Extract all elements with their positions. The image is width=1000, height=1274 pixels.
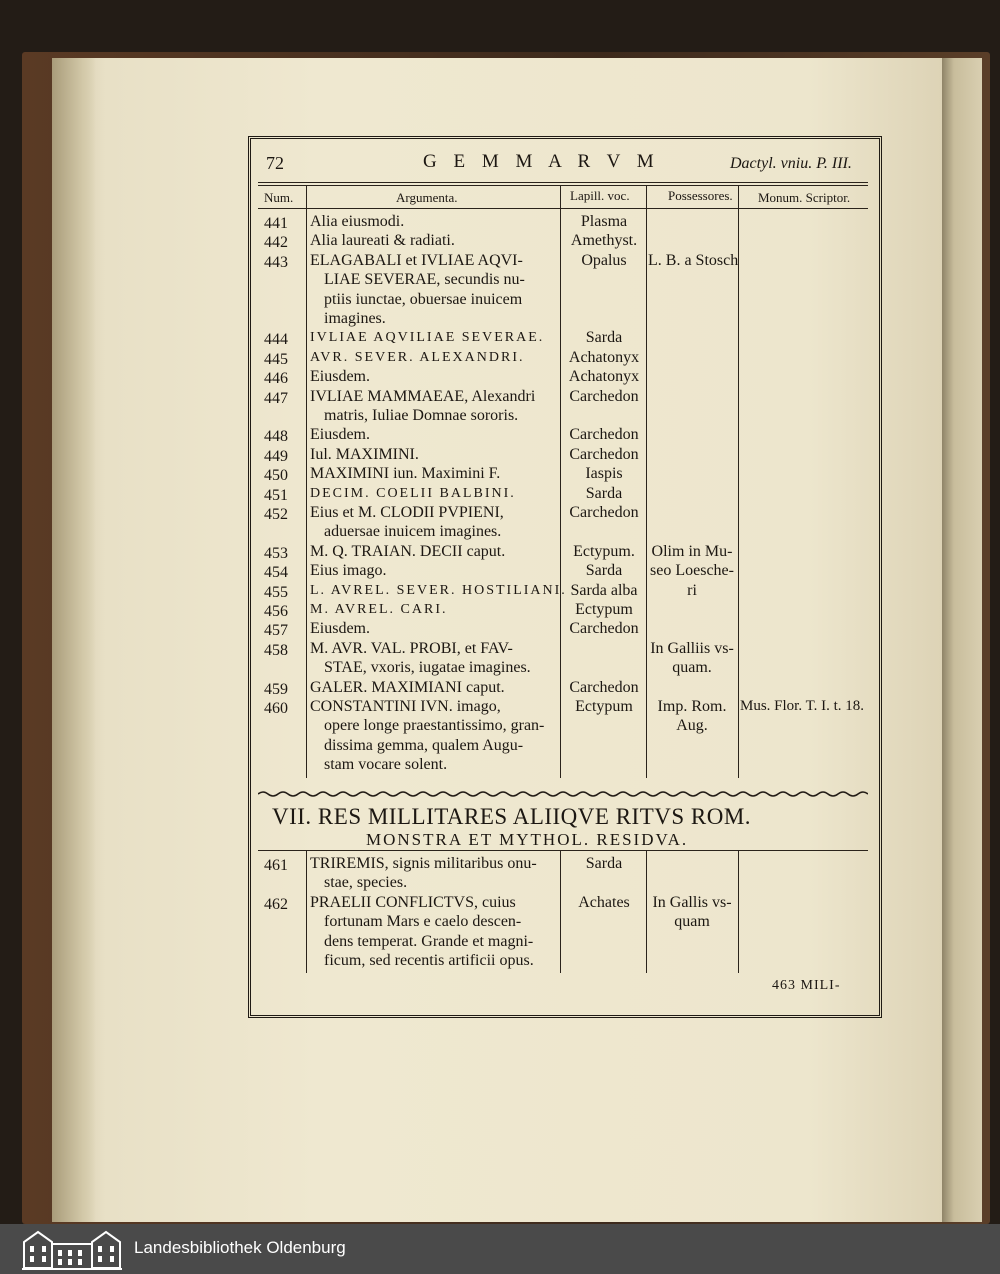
entry-stone: Sarda alba bbox=[570, 581, 638, 599]
catchword: 463 MILI- bbox=[772, 978, 841, 993]
column-rule bbox=[560, 186, 561, 778]
entry-text-line: dens temperat. Grande et magni- bbox=[324, 932, 534, 950]
entry-stone: Opalus bbox=[581, 251, 627, 269]
library-name: Landesbibliothek Oldenburg bbox=[134, 1238, 346, 1257]
column-header-possessores: Possessores. bbox=[668, 188, 733, 203]
column-rule bbox=[560, 851, 561, 973]
entry-text-line: M. AVREL. CARI. bbox=[310, 602, 448, 617]
entry-stone: Sarda bbox=[585, 855, 623, 872]
column-header-lapill: Lapill. voc. bbox=[570, 188, 630, 203]
entry-owner: In Gallis vs- bbox=[652, 893, 732, 911]
entry-number: 443 bbox=[264, 253, 288, 271]
entry-text-line: M. Q. TRAIAN. DECII caput. bbox=[310, 542, 506, 560]
entry-stone: Carchedon bbox=[569, 387, 639, 405]
entry-number: 446 bbox=[264, 370, 288, 388]
entry-stone: Carchedon bbox=[569, 504, 639, 521]
entry-text-line: Alia eiusmodi. bbox=[310, 213, 405, 230]
entry-number: 458 bbox=[264, 641, 288, 659]
entry-owner: Olim in Mu- bbox=[651, 542, 733, 560]
entry-text-line: GALER. MAXIMIANI caput. bbox=[310, 678, 505, 696]
section-rule bbox=[258, 850, 868, 851]
entry-text-line: ptiis iunctae, obuersae inuicem bbox=[324, 290, 523, 308]
entry-stone: Iaspis bbox=[585, 465, 623, 483]
entry-text-line: stam vocare solent. bbox=[324, 756, 448, 774]
entry-stone: Ectypum bbox=[575, 698, 633, 715]
entry-text-line: IVLIAE MAMMAEAE, Alexandri bbox=[310, 387, 536, 405]
entry-owner: seo Loesche- bbox=[650, 562, 734, 580]
entry-stone: Carchedon bbox=[569, 445, 639, 463]
column-rule bbox=[306, 186, 307, 778]
entry-owner: quam bbox=[674, 913, 710, 931]
entry-number: 450 bbox=[264, 467, 288, 485]
entry-text-line: matris, Iuliae Domnae sororis. bbox=[324, 407, 519, 424]
page-number: 72 bbox=[266, 153, 284, 173]
entry-stone: Sarda bbox=[585, 484, 623, 502]
entry-stone: Carchedon bbox=[569, 678, 639, 696]
entry-text-line: opere longe praestantissimo, gran- bbox=[324, 717, 545, 735]
column-rule bbox=[646, 186, 647, 778]
entry-number: 451 bbox=[264, 486, 288, 504]
entry-text-line: M. AVR. VAL. PROBI, et FAV- bbox=[310, 639, 513, 657]
page-title: G E M M A R V M bbox=[423, 151, 660, 172]
entry-number: 448 bbox=[264, 428, 288, 446]
library-logo-icon bbox=[20, 1228, 124, 1272]
entry-text-line: ELAGABALI et IVLIAE AQVI- bbox=[310, 251, 523, 269]
entry-owner: In Galliis vs- bbox=[650, 639, 734, 657]
column-rule bbox=[306, 851, 307, 973]
entry-owner: ri bbox=[687, 581, 697, 599]
column-rule bbox=[738, 186, 739, 778]
entry-reference: Mus. Flor. T. I. t. 18. bbox=[740, 698, 865, 714]
next-page-edge bbox=[942, 58, 982, 1222]
page-content bbox=[258, 146, 868, 1002]
entry-number: 452 bbox=[264, 506, 288, 523]
header-rule bbox=[258, 182, 868, 183]
entry-stone: Achatonyx bbox=[568, 368, 640, 386]
entry-number: 455 bbox=[264, 583, 288, 601]
entry-number: 457 bbox=[264, 622, 288, 640]
entry-number: 449 bbox=[264, 447, 288, 465]
entry-stone: Ectypum. bbox=[573, 542, 635, 560]
column-rule bbox=[646, 851, 647, 973]
entry-text-line: ficum, sed recentis artificii opus. bbox=[324, 952, 534, 969]
page-gutter bbox=[52, 58, 96, 1222]
column-header-num: Num. bbox=[264, 190, 294, 205]
entry-stone: Carchedon bbox=[569, 620, 639, 638]
entry-number: 453 bbox=[264, 544, 288, 562]
entry-number: 459 bbox=[264, 680, 288, 698]
entry-stone: Plasma bbox=[580, 213, 628, 230]
entry-text-line: aduersae inuicem imagines. bbox=[324, 523, 502, 541]
entry-text-line: LIAE SEVERAE, secundis nu- bbox=[324, 271, 525, 289]
entry-stone: Sarda bbox=[585, 329, 623, 347]
entry-number: 444 bbox=[264, 331, 288, 349]
entry-owner: Imp. Rom. bbox=[657, 698, 727, 715]
entry-text-line: Alia laureati & radiati. bbox=[310, 232, 455, 250]
entry-text-line: L. AVREL. SEVER. HOSTILIANI. bbox=[310, 582, 567, 598]
entry-stone: Achates bbox=[578, 893, 630, 911]
section-title: Dactyl. vniu. P. III. bbox=[730, 155, 852, 172]
entry-text-line: Eiusdem. bbox=[310, 620, 370, 638]
entry-stone: Amethyst. bbox=[570, 232, 638, 250]
entry-text-line: Iul. MAXIMINI. bbox=[310, 445, 419, 463]
entry-text-line: AVR. SEVER. ALEXANDRI. bbox=[310, 349, 525, 365]
entry-stone: Sarda bbox=[585, 562, 623, 580]
entry-number: 456 bbox=[264, 603, 288, 620]
entry-text-line: Eius et M. CLODII PVPIENI, bbox=[310, 504, 504, 521]
entry-number: 461 bbox=[264, 857, 288, 874]
entry-text-line: PRAELII CONFLICTVS, cuius bbox=[310, 893, 516, 911]
entry-text-line: DECIM. COELII BALBINI. bbox=[310, 485, 516, 501]
entry-stone: Achatonyx bbox=[568, 348, 640, 366]
column-header-monum: Monum. Scriptor. bbox=[758, 190, 851, 205]
entry-text-line: Eiusdem. bbox=[310, 426, 370, 444]
entry-text-line: STAE, vxoris, iugatae imagines. bbox=[324, 659, 531, 677]
column-header-rule bbox=[258, 208, 868, 209]
entry-number: 454 bbox=[264, 564, 288, 582]
entry-number: 447 bbox=[264, 389, 288, 407]
entry-text-line: MAXIMINI iun. Maximini F. bbox=[310, 465, 501, 483]
entry-number: 460 bbox=[264, 700, 288, 717]
entry-text-line: stae, species. bbox=[324, 874, 408, 892]
header-rule-2 bbox=[258, 185, 868, 186]
ornamental-divider bbox=[258, 790, 868, 798]
entry-text-line: imagines. bbox=[324, 310, 386, 327]
entry-owner: Aug. bbox=[676, 717, 708, 735]
entry-number: 441 bbox=[264, 215, 288, 232]
entry-number: 442 bbox=[264, 234, 288, 252]
entry-text-line: CONSTANTINI IVN. imago, bbox=[310, 698, 501, 715]
entry-stone: Ectypum bbox=[575, 601, 633, 618]
column-rule bbox=[738, 851, 739, 973]
entry-text-line: fortunam Mars e caelo descen- bbox=[324, 913, 522, 931]
section-subheading: MONSTRA ET MYTHOL. RESIDVA. bbox=[366, 830, 689, 849]
entry-number: 445 bbox=[264, 350, 288, 368]
entry-owner: L. B. a Stosch bbox=[648, 251, 739, 269]
section-heading: VII. RES MILLITARES ALIIQVE RITVS ROM. bbox=[272, 804, 752, 829]
column-header-argumenta: Argumenta. bbox=[396, 190, 458, 205]
entry-owner: quam. bbox=[672, 659, 712, 677]
entry-text-line: Eiusdem. bbox=[310, 368, 370, 386]
entry-text-line: IVLIAE AQVILIAE SEVERAE. bbox=[310, 330, 545, 346]
entry-text-line: Eius imago. bbox=[310, 562, 387, 580]
entry-number: 462 bbox=[264, 895, 288, 913]
entry-text-line: dissima gemma, qualem Augu- bbox=[324, 736, 524, 754]
entry-stone: Carchedon bbox=[569, 426, 639, 444]
entry-text-line: TRIREMIS, signis militaribus onu- bbox=[310, 855, 537, 872]
